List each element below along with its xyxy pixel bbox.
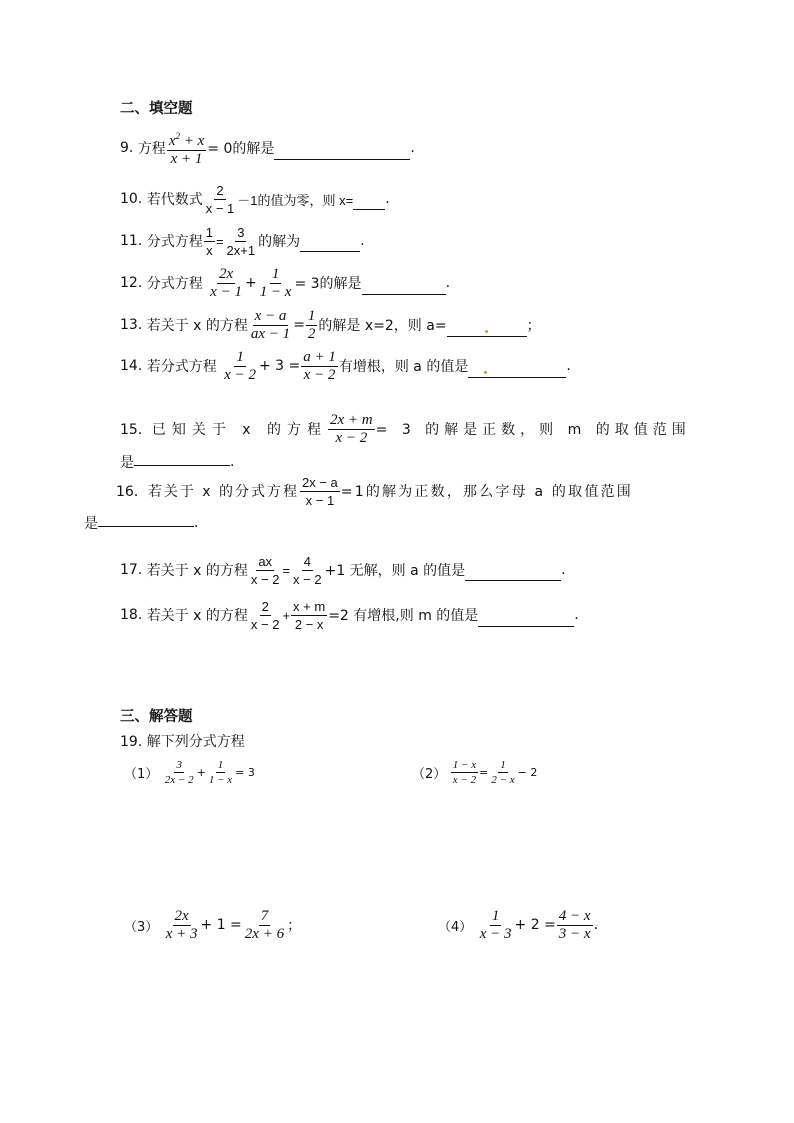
fraction: $\frac{2}{x - 2}$ <box>250 598 280 632</box>
question-text: 分式方程 <box>146 234 203 250</box>
question-text: =2 有增根,则 m 的值是 <box>328 608 479 624</box>
question-text: 分式方程 <box>146 276 203 292</box>
problem-4 <box>438 906 598 944</box>
problem-label: （3） <box>124 919 159 935</box>
answer-blank[interactable] <box>98 525 194 527</box>
question-10 <box>120 182 390 216</box>
fraction: $\frac{7}{2x + 6}$ <box>244 907 285 942</box>
question-text: 若分式方程 <box>146 359 217 375</box>
question-text: 若代数式 <box>146 192 203 208</box>
answer-blank[interactable] <box>465 579 561 581</box>
question-text: = 3的解是 <box>294 276 362 292</box>
fraction: $\frac{3}{2x - 2}$ <box>164 758 194 786</box>
punct: ； <box>287 918 302 934</box>
question-text: 若关于 x 的分式方程 <box>147 484 300 500</box>
section-title: 三、解答题 <box>120 709 193 725</box>
fraction: $\frac{4 - x}{3 - x}$ <box>558 907 591 942</box>
question-text: + 1 = <box>200 917 242 933</box>
question-9 <box>120 130 415 166</box>
question-17 <box>120 553 566 587</box>
fraction: $\frac{2x + m}{x - 2}$ <box>330 411 373 446</box>
plus-sign: + <box>196 765 206 779</box>
question-number: 11. <box>120 233 143 249</box>
question-text: 是 <box>84 516 98 532</box>
section-title: 二、填空题 <box>120 101 193 117</box>
problem-label: （2） <box>412 766 447 782</box>
answer-blank[interactable] <box>362 293 446 295</box>
question-text: 有增根，则 a 的值是 <box>338 359 469 375</box>
problem-2 <box>412 758 537 786</box>
question-19 <box>120 731 245 751</box>
punct: ； <box>526 318 541 334</box>
question-13 <box>120 307 541 343</box>
question-15-line2 <box>120 452 234 472</box>
question-text: 若关于 x 的方程 <box>146 318 248 334</box>
punct: . <box>230 454 235 470</box>
fraction: $\frac{1 - x}{x - 2}$ <box>452 758 477 786</box>
problem-3 <box>124 906 301 944</box>
question-number: 18. <box>120 607 143 623</box>
question-number: 13. <box>120 317 143 333</box>
question-number: 14. <box>120 358 143 374</box>
fraction: $\frac{x - a}{ax - 1}$ <box>250 307 291 342</box>
question-number: 15． <box>120 422 152 438</box>
question-text: －1的值为零，则 x= <box>237 192 354 208</box>
question-12 <box>120 265 450 301</box>
question-text: 的解是 x=2，则 a= <box>318 318 447 334</box>
punct: . <box>360 233 365 249</box>
question-number: 9. <box>120 140 134 156</box>
fraction: $\frac{3}{2x+1}$ <box>226 224 256 258</box>
question-text: 方程 <box>137 141 166 157</box>
fraction: $\frac{ax}{x - 2}$ <box>250 553 280 587</box>
fraction: $\frac{1}{1 - x}$ <box>259 265 292 300</box>
question-18 <box>120 597 579 633</box>
question-text: = 3 <box>235 765 255 779</box>
problem-label: （4） <box>438 919 473 935</box>
question-text: +1 无解，则 a 的值是 <box>324 563 466 579</box>
punct: . <box>566 358 571 374</box>
fraction: $\frac{4}{x - 2}$ <box>293 553 322 587</box>
question-text: = 3 的解是正数，则 m 的取值范围 <box>375 422 691 438</box>
section-heading-solve <box>120 705 193 726</box>
question-number: 16． <box>116 484 148 500</box>
fraction: $\frac{1}{2 - x}$ <box>491 758 515 786</box>
fraction: $\frac{x + m}{2 - x}$ <box>293 598 326 632</box>
fraction: $\frac{1}{2}$ <box>307 307 316 342</box>
answer-blank[interactable] <box>300 250 360 252</box>
question-number: 12. <box>120 275 143 291</box>
question-text: 若关于 x 的方程 <box>146 563 248 579</box>
fraction: $\frac{2x - a}{x - 1}$ <box>302 474 338 508</box>
fraction: $\frac{1}{x}$ <box>205 224 213 258</box>
question-14 <box>120 348 571 384</box>
question-15 <box>120 411 691 447</box>
fraction: $\frac{1}{x - 3}$ <box>479 907 512 942</box>
question-text: 是 <box>120 455 134 471</box>
question-16-line2 <box>84 513 198 533</box>
fraction: $\frac{1}{x - 2}$ <box>224 348 256 383</box>
punct: . <box>194 515 199 531</box>
question-text: = 0的解是 <box>207 141 275 157</box>
question-text: 19. 解下列分式方程 <box>120 734 245 750</box>
answer-blank[interactable] <box>134 464 230 466</box>
fraction: $\frac{x^2 + x}{x + 1}$ <box>168 131 205 167</box>
equals-sign: = <box>215 233 224 249</box>
problem-1 <box>124 758 255 786</box>
question-text: − 2 <box>517 765 538 779</box>
question-text: + 2 = <box>514 917 556 933</box>
question-number: 17. <box>120 562 143 578</box>
punct: . <box>574 607 579 623</box>
punct: . <box>561 562 566 578</box>
fraction: $\frac{a + 1}{x - 2}$ <box>303 348 336 383</box>
answer-blank[interactable] <box>468 376 566 378</box>
problem-label: （1） <box>124 766 159 782</box>
question-text: 的解为 <box>258 234 301 250</box>
punct: . <box>410 140 415 156</box>
section-heading-fill-blank <box>120 97 193 118</box>
fraction: $\frac{2}{x - 1}$ <box>205 182 235 216</box>
equals-sign: = <box>282 562 291 578</box>
question-16 <box>116 474 676 508</box>
equals-sign: = <box>293 317 305 333</box>
question-text: =1的解为正数，那么字母 a 的取值范围 <box>340 484 633 500</box>
fraction: $\frac{1}{1 - x}$ <box>208 758 233 786</box>
question-11 <box>120 224 365 258</box>
answer-blank[interactable] <box>274 158 410 160</box>
punct: . <box>445 275 451 291</box>
plus-sign: + <box>282 607 291 623</box>
question-number: 10. <box>120 191 143 207</box>
fraction: $\frac{2x}{x + 3}$ <box>165 907 198 942</box>
punct: . <box>593 917 599 933</box>
answer-blank[interactable] <box>447 335 527 337</box>
answer-blank[interactable] <box>353 208 385 210</box>
question-text: 若关于 x 的方程 <box>146 608 248 624</box>
equals-sign: = <box>479 765 489 779</box>
plus-sign: + <box>244 275 257 291</box>
question-text: 已知关于 x 的方程 <box>151 422 328 438</box>
punct: . <box>385 191 390 207</box>
fraction: $\frac{2x}{x - 1}$ <box>210 265 242 300</box>
answer-blank[interactable] <box>478 625 574 627</box>
question-text: + 3 = <box>258 358 301 374</box>
